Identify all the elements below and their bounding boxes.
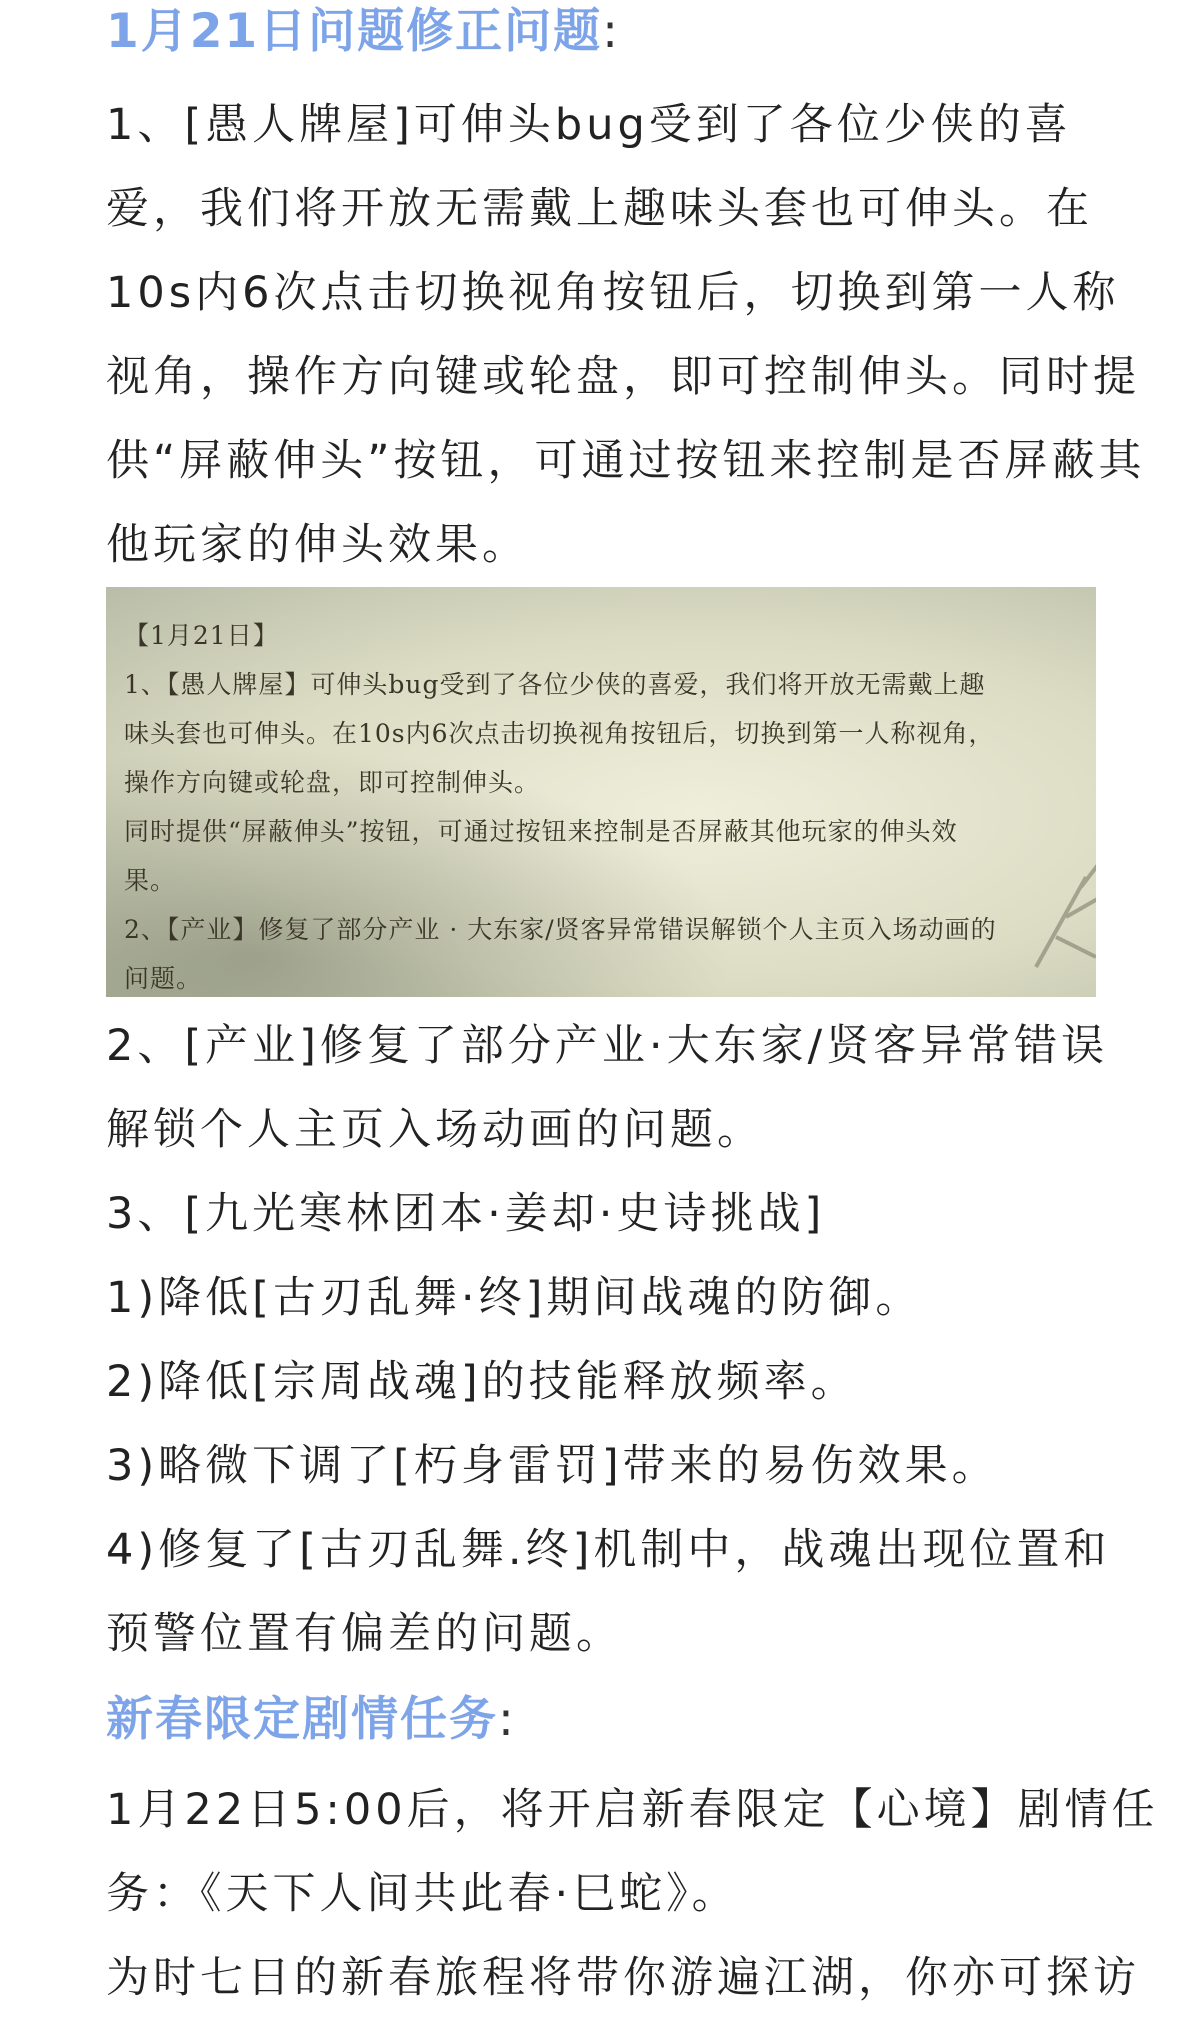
text-line: 3)略微下调了[朽身雷罚]带来的易伤效果。 (106, 1441, 999, 1491)
notice-line: 1、【愚人牌屋】可伸头bug受到了各位少侠的喜爱，我们将开放无需戴上趣 (124, 670, 986, 699)
text-line: 1月22日5:00后，将开启新春限定【心境】剧情任 (106, 1785, 1159, 1835)
text-line: 10s内6次点击切换视角按钮后，切换到第一人称 (106, 268, 1120, 318)
text-line: 务：《天下人间共此春·巳蛇》。 (106, 1869, 739, 1919)
text-line: 他玩家的伸头效果。 (106, 520, 529, 570)
text-line: 预警位置有偏差的问题。 (106, 1609, 623, 1659)
notice-line: 果。 (124, 866, 177, 895)
heading-text: 1月21日问题修正问题 (106, 4, 603, 59)
text-line: 供“屏蔽伸头”按钮，可通过按钮来控制是否屏蔽其 (106, 436, 1146, 486)
decorative-branch-icon (1026, 837, 1096, 977)
text-line: 4)修复了[古刃乱舞.终]机制中，战魂出现位置和 (106, 1525, 1111, 1575)
notice-line: 问题。 (124, 964, 203, 993)
paragraph-fools-card-house (106, 83, 1146, 587)
text-line: 1、[愚人牌屋]可伸头bug受到了各位少侠的喜 (106, 100, 1072, 150)
text-line: 解锁个人主页入场动画的问题。 (106, 1105, 764, 1155)
notice-line: 2、【产业】修复了部分产业 · 大东家/贤客异常错误解锁个人主页入场动画的 (124, 915, 997, 944)
text-line: 3、[九光寒林团本·姜却·史诗挑战] (106, 1189, 826, 1239)
patch-notice-image[interactable] (106, 587, 1096, 997)
heading-colon: : (498, 1692, 516, 1747)
notice-line: 同时提供“屏蔽伸头”按钮，可通过按钮来控制是否屏蔽其他玩家的伸头效 (124, 817, 958, 846)
notice-line: 操作方向键或轮盘，即可控制伸头。 (124, 768, 541, 797)
paragraph-fixes-list (106, 1004, 1111, 1676)
section-heading-spring-story-quest (106, 1688, 516, 1752)
text-line: 视角，操作方向键或轮盘，即可控制伸头。同时提 (106, 352, 1140, 402)
paragraph-spring-quest (106, 1768, 1159, 2020)
notice-line: 味头套也可伸头。在10s内6次点击切换视角按钮后，切换到第一人称视角， (124, 719, 995, 748)
section-heading-jan21-fixes (106, 0, 620, 64)
heading-colon: : (602, 4, 620, 59)
text-line: 爱，我们将开放无需戴上趣味头套也可伸头。在 (106, 184, 1093, 234)
text-line: 1)降低[古刃乱舞·终]期间战魂的防御。 (106, 1273, 923, 1323)
text-line: 2)降低[宗周战魂]的技能释放频率。 (106, 1357, 858, 1407)
text-line: 为时七日的新春旅程将带你游遍江湖，你亦可探访 (106, 1953, 1140, 2003)
heading-text: 新春限定剧情任务 (106, 1692, 498, 1747)
text-line: 2、[产业]修复了部分产业·大东家/贤客异常错误 (106, 1021, 1109, 1071)
notice-line: 【1月21日】 (124, 621, 279, 650)
